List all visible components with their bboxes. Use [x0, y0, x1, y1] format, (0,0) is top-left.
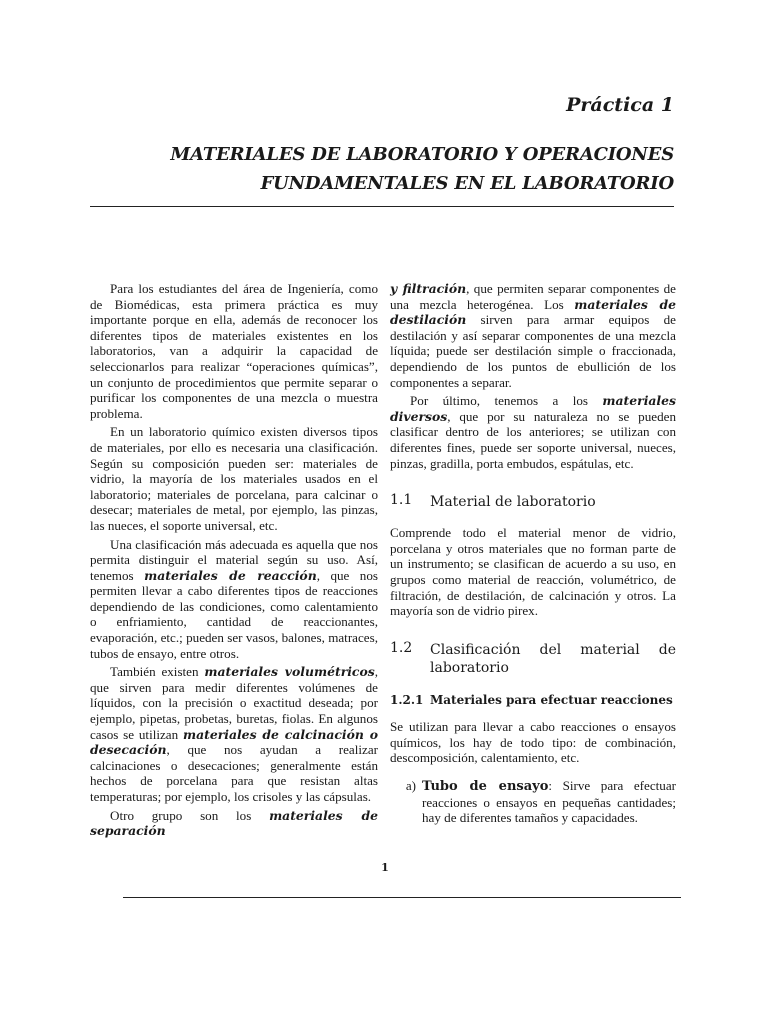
term-emphasis: materiales de reacción	[144, 567, 317, 583]
term-emphasis: materiales de calcinación o desecación	[90, 726, 378, 758]
right-column	[390, 281, 676, 826]
term-emphasis: materiales volumétricos	[204, 664, 375, 680]
footer-divider	[123, 897, 681, 898]
item-term: Tubo de ensayo	[422, 779, 549, 795]
paragraph: Por último, tenemos a los materiales diversos, que por su naturaleza no se pueden clasificar dentro de los anteriores; se utilizan con diferentes fines, puede ser soporte universal, nueces, pinzas, gradilla, porta embudos, espátulas, etc.	[390, 393, 676, 471]
header-divider	[90, 206, 674, 207]
paragraph: Una clasificación más adecuada es aquella que nos permita distinguir el material según su uso. Así, tenemos materiales de reacción, que nos permiten llevar a cabo diferentes tipos de reacciones dependiendo de las condiciones, como calentamiento o enfriamiento, cantidad de reaccionantes, evaporación, etc.; pueden ser vasos, balones, matraces, tubos de ensayo, entre otros.	[90, 536, 378, 661]
list-item: a) Tubo de ensayo: Sirve para efectuar reacciones o ensayos en pequeñas cantidades; hay de diferentes tamaños y capacidades.	[390, 778, 676, 826]
page-title	[100, 140, 674, 198]
paragraph: Comprende todo el material menor de vidrio, porcelana y otros materiales que no forman parte de un instrumento; se clasifican de acuerdo a su uso, en grupos como material de reacción, volumétrico, de filtración, de destilación, de calcinación y otros. La mayoría son de vidrio pirex.	[390, 525, 676, 619]
section-heading-1-2: 1.2 Clasificación del material de laboratorio	[390, 639, 676, 676]
paragraph: Se utilizan para llevar a cabo reacciones o ensayos químicos, los hay de todo tipo: de combinación, descomposición, calentamiento, etc.	[390, 719, 676, 766]
term-emphasis: materiales de separación	[90, 807, 378, 839]
term-emphasis: y filtración	[390, 281, 467, 296]
page-number: 1	[381, 861, 389, 874]
title-line-1: MATERIALES DE LABORATORIO Y OPERACIONES	[170, 144, 674, 165]
list-marker: a)	[405, 778, 416, 794]
paragraph: Otro grupo son los materiales de separación	[90, 807, 378, 839]
term-emphasis: materiales diversos	[390, 393, 676, 424]
title-line-2: FUNDAMENTALES EN EL LABORATORIO	[260, 173, 674, 194]
left-column	[90, 281, 378, 839]
section-heading-1-1: 1.1 Material de laboratorio	[390, 492, 596, 511]
practice-label: Práctica 1	[566, 94, 674, 116]
subsection-heading-1-2-1: 1.2.1 Materiales para efectuar reacciones	[390, 692, 673, 707]
term-emphasis: materiales de destilación	[390, 296, 676, 328]
paragraph: También existen materiales volumétricos, que sirven para medir diferentes volúmenes de líquidos, con la precisión o exactitud deseada; por ejemplo, pipetas, probetas, buretas, fiolas. En algunos casos se utilizan materiales de calcinación o desecación, que nos ayudan a realizar calcinaciones o desecaciones; generalmente están hechos de porcelana para que resistan altas temperaturas; por ejemplo, los crisoles y las cápsulas.	[90, 664, 378, 804]
paragraph: Para los estudiantes del área de Ingeniería, como de Biomédicas, esta primera práctica es muy importante porque en ella, además de reconocer los diferentes tipos de materiales existentes en los laboratorios, van a adquirir la capacidad de seleccionarlos para realizar “operaciones químicas”, un conjunto de procedimientos que permite separar o purificar los componentes de una mezcla o muestra problema.	[90, 281, 378, 421]
paragraph: En un laboratorio químico existen diversos tipos de materiales, por ello es necesaria una clasificación. Según su composición pueden ser: materiales de vidrio, la mayoría de los materiales usados en el laboratorio; materiales de porcelana, para calcinar o desecar; materiales de metal, por ejemplo, las pinzas, las nueces, el soporte universal, etc.	[90, 424, 378, 533]
paragraph: y filtración, que permiten separar componentes de una mezcla heterogénea. Los materiales de destilación sirven para armar equipos de destilación y así separar componentes de una mezcla líquida; puede ser destilación simple o fraccionada, dependiendo de los puntos de ebullición de los componentes a separar.	[390, 281, 676, 390]
